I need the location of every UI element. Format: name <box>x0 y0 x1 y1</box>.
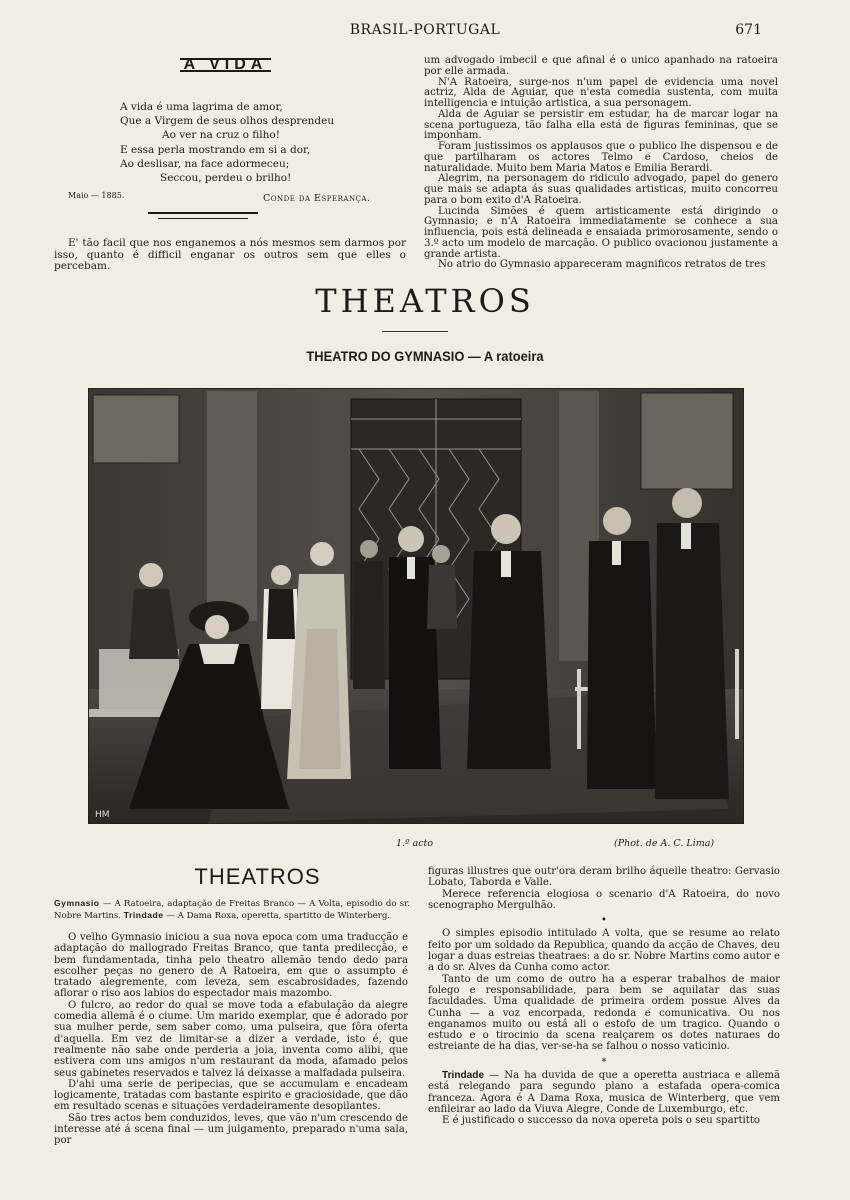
poem-title <box>118 56 333 74</box>
paragraph: Alda de Aguiar se persistir em estudar, ha de marcar logar na scena portugueza, tão falha ella está de figuras femininas, que se imponham. <box>424 108 778 142</box>
poem-line: Seccou, perdeu o brilho! <box>160 172 292 185</box>
running-header: BRASIL-PORTUGAL <box>349 22 501 38</box>
decorative-rule <box>148 212 258 214</box>
photo-monogram: HM <box>95 810 110 820</box>
paragraph: um advogado imbecil e que afinal é o unico apanhado na ratoeira por elle armada. <box>424 55 778 77</box>
top-right-column <box>424 56 778 271</box>
paragraph: No atrio do Gymnasio appareceram magnificos retratos de tres <box>438 259 766 271</box>
title-rule <box>382 331 448 332</box>
paragraph: D'ahi uma serie de peripecias, que se accumulam e encadeam logicamente, tratadas com bastante espirito e graciosidade, que dão em resultado scenas e situações verdadeiramente desopilantes. <box>54 1078 408 1113</box>
credits-gymnasio-text: — A Ratoeira, adaptação de Freitas Branco — A Volta, episodio do sr. Nobre Martins. <box>54 899 410 921</box>
paragraph: Merece referencia elogiosa o scenario d'A Ratoeira, do novo scenographo Mergulhão. <box>428 888 780 911</box>
poem-title-text: A VIDA <box>180 58 272 72</box>
paragraph: Lucinda Simões é quem artisticamente está dirigindo o Gymnasio; e n'A Ratoeira immediatamente se conhece a sua influencia, pois está delineada e ensaiada primorosamente, sendo o 3.º acto um modelo de marcação. O publico ovacionou justamente a grande artista. <box>424 205 778 260</box>
section-title: THEATROS <box>194 864 321 889</box>
page-number: 671 <box>735 22 762 38</box>
separator: * <box>601 1056 607 1068</box>
separator: • <box>601 915 607 927</box>
decorative-rule <box>158 218 248 219</box>
photo-credit: (Phot. de A. C. Lima) <box>614 838 715 849</box>
article-subtitle: THEATRO DO GYMNASIO — A ratoeira <box>306 348 544 364</box>
paragraph: figuras illustres que outr'ora deram brilho áquelle theatro: Gervasio Lobato, Taborda e Valle. <box>428 866 780 889</box>
paragraph: N'A Ratoeira, surge-nos n'um papel de evidencia uma novel actriz, Alda de Aguiar, que n'esta comedia sustenta, com muita intelligencia e intuição artistica, a sua personagem. <box>424 76 778 109</box>
paragraph: Foram justissimos os applausos que o publico lhe dispensou e de que partilharam os actores Telmo e Cardoso, cheios de naturalidade. Muito bem Maria Matos e Emilia Berardi. <box>424 141 778 174</box>
credits-gymnasio-label: Gymnasio <box>54 898 100 908</box>
poem-line: Ao deslisar, na face adormeceu; <box>120 157 290 170</box>
poem-line: E essa perla mostrando em si a dor, <box>120 143 311 156</box>
poem-body <box>112 100 342 185</box>
paragraph <box>428 1070 780 1115</box>
paragraph: Alegrim, na personagem do ridiculo advogado, papel do genero que mais se adapta ás suas qualidades artisticas, muito concorreu para o bom exito d'A Ratoeira. <box>424 173 778 206</box>
photo-caption: 1.º acto <box>396 838 434 849</box>
poem-line: Ao ver na cruz o filho! <box>162 129 280 142</box>
paragraph: E é justificado o successo da nova opereta pois o seu spartitto <box>442 1115 760 1127</box>
paragraph: O velho Gymnasio iniciou a sua nova epoca com uma traducção e adaptação do mallogrado Freitas Branco, que tanta predilecção, e bem fundamentada, tinha pelo theatro allemão tendo dedo para escolher peças no genero de A Ratoeira, em que o assumpto é tratado alegremente, com leveza, sem escabrosidades, fazendo aflorar o riso aos labios do espectador mais mazombo. <box>54 932 408 1000</box>
poem-line: Que a Virgem de seus olhos desprendeu <box>120 115 335 128</box>
stage-photograph <box>88 388 744 824</box>
aphorism-text: E' tão facil que nos enganemos a nós mesmos sem darmos por isso, quanto é difficil enganar os outros sem que elles o percebam. <box>54 237 406 273</box>
poem-date: Maio — 1885. <box>68 191 125 200</box>
paragraph: São tres actos bem conduzidos, leves, que vão n'um crescendo de interesse até á scena final — um julgamento, preparado n'uma sala, por <box>54 1112 408 1147</box>
trindade-label: Trindade <box>442 1070 485 1082</box>
paragraph: O fulcro, ao redor do qual se move toda a efabulação da alegre comedia allemã é o ciume. Um marido exemplar, que é adorado por sua mulher perde, sem saber como, uma pulseira, que fôra oferta d'aquella. Em vez de limitar-se a dizer a verdade, isto é, que realmente não sabe onde perderia a joia, inventa como alibi, que estivera com uns amigos n'um restaurant da moda, afamado pelos seus gabinetes reservados e talvez lá deixasse a malfadada pulseira. <box>54 999 408 1079</box>
photo-illustration <box>89 389 743 823</box>
poem-author: Conde da Esperança. <box>263 193 371 204</box>
poem-line: A vida é uma lagrima de amor, <box>120 101 283 113</box>
credits-trindade-text: — A Dama Roxa, operetta, spartitto de Winterberg. <box>163 911 391 921</box>
paragraph: Tanto de um como de outro ha a esperar trabalhos de maior folego e responsabilidade, para bem se aquilatar das suas faculdades. Uma qualidade de primeira ordem possue Alves da Cunha — a voz encorpada, redonda e comunicativa. Ou nos enganamos muito ou está ali o estofo de um tragico. Quando o estudo e o tirocinio da scena realçarem os dotes naturaes do estreiante de ha dias, ver-se-ha se falhou o nosso vaticinio. <box>428 973 780 1053</box>
page-main-title: THEATROS <box>315 282 535 320</box>
lower-left-column <box>54 932 408 1147</box>
aphorism <box>54 238 406 273</box>
paragraph: O simples episodio intitulado A volta, que se resume ao relato feito por um soldado da Republica, quando da acção de Chaves, deu logar a duas estreias theatraes: a do sr. Nobre Martins como autor e a do sr. Alves da Cunha como actor. <box>428 928 780 974</box>
trindade-text: — Na ha duvida de que a operetta austriaca e allemã está relegando para segundo plano a estafada opera-comica franceza. Agora é A Dama Roxa, musica de Winterberg, que vem enfileirar ao lado da Viuva Alegre, Conde de Luxemburgo, etc. <box>428 1070 780 1115</box>
credits-trindade-label: Trindade <box>123 910 164 920</box>
credits-summary <box>54 898 410 922</box>
lower-right-column <box>428 866 780 1127</box>
